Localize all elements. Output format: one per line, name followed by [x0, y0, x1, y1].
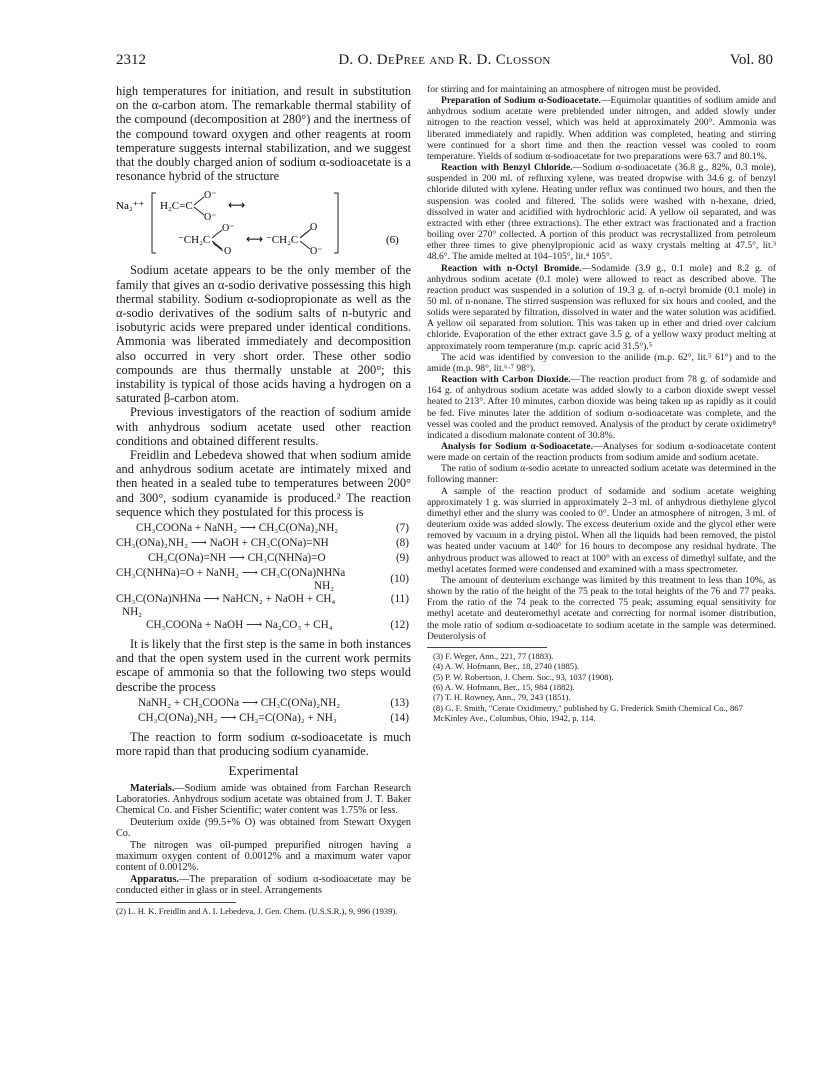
section-heading: Experimental	[228, 763, 299, 779]
paragraph: Materials.—Sodium amide was obtained from Farchan Research Laboratories. Anhydrous sodium acetate was obtained from J. T. Baker Chemical Co. and Fisher Scientific; water content was 1.75% or less.	[116, 782, 411, 817]
left-bracket	[152, 193, 156, 253]
paragraph: The acid was identified by conversion to the anilide (m.p. 62°, lit.⁵ 61°) and to the amide (m.p. 98°, lit.⁶·⁷ 98°).	[427, 351, 776, 374]
paragraph: Deuterium oxide (99.5+% O) was obtained from Stewart Oxygen Co.	[116, 816, 411, 840]
paragraph: The ratio of sodium α-sodio acetate to unreacted sodium acetate was determined in the following manner:	[427, 463, 776, 486]
oxygen-label: O⁻	[310, 246, 323, 258]
equation: CH₃C(ONa)=NH ⟶ CH₃C(NHNa)=O (9)	[148, 552, 409, 565]
footnote: (8) G. F. Smith, "Cerate Oxidimetry," published by G. Frederick Smith Chemical Co., 867 McKinley Ave., Columbus, Ohio, 1942, p. 114.	[433, 702, 743, 724]
resonance-arrow: ⟷	[246, 232, 264, 247]
run-in-heading: Reaction with Carbon Dioxide.	[441, 374, 571, 386]
equation: CH₃(ONa)₂NH₂ ⟶ NaOH + CH₃C(ONa)=NH (8)	[116, 537, 409, 550]
equation: CH₃C(ONa)NHNa ⟶ NaHCN₂ + NaOH + CH₄ (11) NH₂	[116, 593, 409, 619]
right-bracket	[334, 193, 338, 253]
paragraph: high temperatures for initiation, and result in substitution on the α-carbon atom. The remarkable thermal stability of the compound (decomposition at 280°) and the inertness of the compound toward oxygen and other reagents at room temperature suggests internal stabilization, and we suggest that the doubly charged anion of sodium α-sodioacetate is a resonance hybrid of the structure	[116, 84, 411, 184]
bond-line	[212, 230, 222, 238]
equation-block	[116, 696, 411, 726]
run-in-heading: Preparation of Sodium α-Sodioacetate.	[441, 95, 601, 107]
paragraph: The nitrogen was oil-pumped prepurified nitrogen having a maximum oxygen content of 0.0012% and a maximum water vapor content of 0.0012%.	[116, 839, 411, 874]
equation-number: (6)	[386, 234, 399, 247]
resonance-form-2: ⁻CH₂C	[178, 234, 211, 247]
footnote: (5) P. W. Robertson, J. Chem. Soc., 93, 1037 (1908).	[433, 671, 614, 682]
footnote: (2) L. H. K. Freidlin and A. I. Lebedeva, J. Gen. Chem. (U.S.S.R.), 9, 996 (1939).	[116, 905, 398, 916]
run-in-heading: Apparatus.	[130, 873, 179, 885]
oxygen-label: O⁻	[204, 212, 217, 224]
run-in-heading: Reaction with n-Octyl Bromide.	[441, 262, 582, 274]
equation: CH₃C(NHNa)=O + NaNH₂ ⟶ CH₃C(ONa)NHNa (10) NH₂	[116, 567, 409, 593]
page-number: 2312	[116, 52, 146, 68]
equation: NaNH₂ + CH₃COONa ⟶ CH₃C(ONa)₂NH₂ (13)	[138, 696, 409, 709]
footnote-rule	[116, 902, 236, 903]
paragraph: It is likely that the first step is the same in both instances and that the open system used in the current work permits escape of ammonia so that the following two steps would describe the process	[116, 637, 411, 694]
running-header	[116, 52, 773, 74]
resonance-arrow: ⟷	[228, 198, 246, 213]
paragraph: Reaction with n-Octyl Bromide.—Sodamide (3.9 g., 0.1 mole) and 8.2 g. of anhydrous sodium acetate (0.1 mole) were allowed to react as described above. The reaction product was suspended in a solution of 19.3 g. of n-octyl bromide (0.1 mole) in 50 ml. of n-nonane. The stirred suspension was refluxed for six hours and cooled, and the solids were separated by filtration, dissolved in water and the water solution was acidified. A yellow oil separated from solution. This was taken up in ether and dried over calcium chloride. Evaporation of the ether extract gave 3.5 g. of a yellow waxy product melting at approximately room temperature (m.p. capric acid 31.5°).⁵	[427, 262, 776, 352]
oxygen-label: O⁻	[222, 223, 235, 235]
paragraph: Previous investigators of the reaction of sodium amide with anhydrous sodium acetate used other reaction conditions and obtained different results.	[116, 405, 411, 448]
equation: CH₃COONa + NaOH ⟶ Na₂CO₃ + CH₄ (12)	[146, 619, 409, 632]
right-column	[427, 84, 776, 724]
paragraph: Reaction with Benzyl Chloride.—Sodium α-sodioacetate (36.8 g., 82%, 0.3 mole), suspended in 200 ml. of refluxing xylene, was treated dropwise with 34.6 g. of benzyl chloride diluted with xylene. Heating under reflux was continued two hours, and then the suspension was cooled and filtered. The solids were washed with n-hexane, dried, dissolved in water and acidified with hydrochloric acid. A yellow oil separated, and was extracted with ether (three extractions). The ether extract was fractionated and a fraction boiling over 270° collected. A portion of this product was recrystallized from petroleum ether three times to give phenylpropionic acid as waxy crystals melting at 47.5°, lit.³ 48.6°. The amide melted at 104–105°, lit.⁴ 105°.	[427, 162, 776, 263]
double-bond-line	[213, 243, 223, 251]
paragraph: Apparatus.—The preparation of sodium α-sodioacetate may be conducted either in glass or in steel. Arrangements	[116, 873, 411, 897]
run-in-heading: Reaction with Benzyl Chloride.	[441, 162, 573, 174]
sodium-cation-label: Na₂⁺⁺	[116, 200, 145, 213]
oxygen-label: O	[224, 246, 232, 258]
footnote-rule	[427, 647, 547, 648]
equation: CH₃C(ONa)₂NH₂ ⟶ CH₂=C(ONa)₂ + NH₃ (14)	[138, 711, 409, 724]
footnote: (7) T. H. Rowney, Ann., 79, 243 (1851).	[433, 692, 571, 703]
equation: CH₃COONa + NaNH₂ ⟶ CH₃C(ONa)₂NH₂ (7)	[136, 522, 409, 535]
paragraph: The amount of deuterium exchange was limited by this treatment to less than 10%, as shown by the ratio of the height of the 75 peak to the total heights of the 76 and 77 peaks. From the ratio of the 74 peak to the corrected 75 peak; assuming equal sensitivity for methyl acetate and deuteromethyl acetate and correcting for normal isomer distribution, the mole ratio of sodium α-sodioacetate to sodium acetate in the sample was determined. Deuterolysis of	[427, 574, 776, 642]
paragraph: Analysis for Sodium α-Sodioacetate.—Analyses for sodium α-sodioacetate content were made on certain of the reaction products from sodium amide and sodium acetate.	[427, 441, 776, 464]
resonance-structure-drawing	[116, 187, 411, 257]
paragraph: A sample of the reaction product of sodamide and sodium acetate weighing approximately 1 g. was slurried in approximately 2–3 ml. of anhydrous diethylene glycol dimethyl ether and the slurry was cooled to 0°. Under an atmosphere of nitrogen, 3 ml. of deuterium oxide was added slowly. The excess deuterium oxide and the glycol ether were removed by vacuum in a drying pistol. When all the liquids had been removed, the pistol was heated under vacuum at 140° for 16 hours to decompose any residual hydrate. The anhydrous product was allowed to react at 100° with an excess of dimethyl sulfate, and the methyl acetates formed were condensed and examined with a mass spectrometer.	[427, 485, 776, 575]
resonance-form-1: H₂C=C	[160, 200, 193, 213]
paragraph: The reaction to form sodium α-sodioacetate is much more rapid than that producing sodium cyanamide.	[116, 729, 411, 759]
paragraph: Preparation of Sodium α-Sodioacetate.—Equimolar quantities of sodium amide and anhydrous sodium acetate were preblended under nitrogen, and added slowly under nitrogen to the reaction vessel, which was held at approximately 200°. Ammonia was liberated immediately and rapidly. When addition was completed, heating and stirring were continued for a short time and then the reaction vessel was cooled to room temperature. Yields of sodium α-sodioacetate for two preparations were 63.7 and 80.1%.	[427, 95, 777, 162]
paragraph: Sodium acetate appears to be the only member of the family that gives an α-sodio derivative possessing this high thermal stability. Sodium α-sodiopropionate as well as the α-sodio derivatives of the sodium salts of n-butyric and isobutyric acids were prepared under identical conditions. Ammonia was liberated immediately and decomposition also occurred in very short order. These other sodio compounds are thus thermally unstable at 200°; this instability is typical of those acids having a hydrogen on a saturated β-carbon atom.	[116, 263, 411, 406]
paragraph: for stirring and for maintaining an atmosphere of nitrogen must be provided.	[427, 84, 721, 95]
equation-block	[116, 521, 411, 633]
footnote: (4) A. W. Hofmann, Ber., 18, 2740 (1885).	[433, 661, 580, 672]
bond-line	[212, 241, 222, 249]
bond-line	[194, 207, 204, 215]
paragraph: Freidlin and Lebedeva showed that when sodium amide and anhydrous sodium acetate are intimately mixed and then heated in a sealed tube to temperatures between 200° and 300°, sodium cyanamide is produced.² The reaction sequence which they postulated for this process is	[116, 448, 411, 519]
running-authors: D. O. DePree and R. D. Closson	[338, 52, 551, 68]
paragraph: Reaction with Carbon Dioxide.—The reaction product from 78 g. of sodamide and 164 g. of anhydrous sodium acetate was added slowly to a carbon dioxide swept vessel heated to 213°. After 10 minutes, carbon dioxide was being taken up as rapidly as it could be fed. Five minutes later the addition of sodium α-sodioacetate was complete, and the vessel was cooled and the product removed. Analysis of the product by cerate oxidimetry⁸ indicated a disodium malonate content of 30.8%.	[427, 374, 776, 441]
bond-line	[300, 241, 310, 249]
volume-label: Vol. 80	[729, 52, 773, 68]
oxygen-label: O⁻	[204, 190, 217, 202]
run-in-heading: Analysis for Sodium α-Sodioacetate.	[441, 441, 594, 452]
resonance-structure	[116, 187, 411, 257]
footnote: (6) A. W. Hofmann, Ber., 15, 984 (1882).	[433, 682, 575, 693]
bond-line	[194, 197, 204, 205]
resonance-form-3: ⁻CH₂C	[266, 234, 299, 247]
oxygen-label: O	[310, 222, 318, 234]
footnote: (3) F. Weger, Ann., 221, 77 (1883).	[433, 650, 554, 661]
run-in-heading: Materials.	[130, 782, 175, 794]
left-column	[116, 84, 411, 916]
